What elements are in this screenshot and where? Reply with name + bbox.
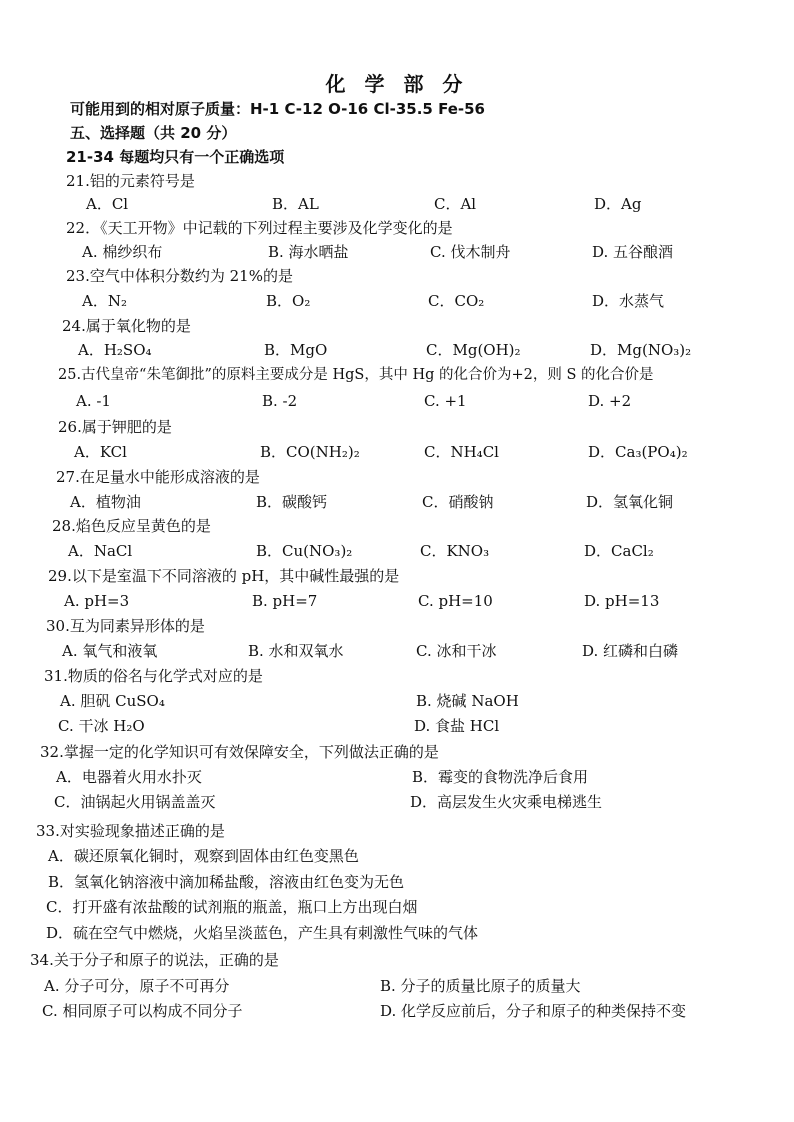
option-b: B. 分子的质量比原子的质量大: [380, 977, 581, 995]
section-subheading: 21-34 每题均只有一个正确选项: [66, 148, 285, 166]
option-c: C．Mg(OH)₂: [426, 341, 521, 359]
option-a: A. pH=3: [64, 592, 130, 610]
option-c: C．Al: [434, 195, 477, 213]
question-stem: 30.互为同素异形体的是: [46, 617, 205, 635]
option-d: D. pH=13: [584, 592, 660, 610]
option-c: C．KNO₃: [420, 542, 490, 560]
option-c: C. 相同原子可以构成不同分子: [42, 1002, 243, 1020]
option-a: A．H₂SO₄: [78, 341, 152, 359]
option-b: B．CO(NH₂)₂: [260, 443, 360, 461]
option-d: D．水蒸气: [592, 292, 665, 310]
option-a: A. 分子可分，原子不可再分: [44, 977, 230, 995]
option-a: A. 氧气和液氧: [62, 642, 158, 660]
option-c: C. +1: [424, 392, 467, 410]
question-stem: 23.空气中体积分数约为 21%的是: [66, 267, 293, 285]
option-a: A. 棉纱织布: [82, 243, 163, 261]
question-stem: 34.关于分子和原子的说法，正确的是: [30, 951, 279, 969]
option-a: A．KCl: [74, 443, 127, 461]
option-d: D. +2: [588, 392, 632, 410]
question-stem: 32.掌握一定的化学知识可有效保障安全，下列做法正确的是: [40, 743, 439, 761]
option-a: A．N₂: [82, 292, 127, 310]
option-c: C．CO₂: [428, 292, 485, 310]
option-c: C. 冰和干冰: [416, 642, 497, 660]
option-b: B．碳酸钙: [256, 493, 328, 511]
question-stem: 22．《天工开物》中记载的下列过程主要涉及化学变化的是: [66, 219, 453, 237]
question-stem: 27.在足量水中能形成溶液的是: [56, 468, 260, 486]
option-a: A．电器着火用水扑灭: [56, 768, 202, 786]
question-stem: 26.属于钾肥的是: [58, 418, 172, 436]
option-b: B．霉变的食物洗净后食用: [412, 768, 589, 786]
question-stem: 33.对实验现象描述正确的是: [36, 822, 225, 840]
option-a: A. -1: [76, 392, 111, 410]
option-b: B. pH=7: [252, 592, 318, 610]
option-b: B．氢氧化钠溶液中滴加稀盐酸，溶液由红色变为无色: [48, 873, 405, 891]
option-a: A. 胆矾 CuSO₄: [60, 692, 165, 710]
option-a: A．碳还原氧化铜时，观察到固体由红色变黑色: [48, 847, 359, 865]
option-b: B．O₂: [266, 292, 311, 310]
atomic-masses-line: 可能用到的相对原子质量：H-1 C-12 O-16 Cl-35.5 Fe-56: [70, 100, 485, 118]
section-heading: 五、选择题（共 20 分）: [70, 124, 237, 142]
question-stem: 25.古代皇帝“朱笔御批”的原料主要成分是 HgS，其中 Hg 的化合价为+2，则 S 的化合价是: [58, 367, 654, 383]
option-a: A．NaCl: [68, 542, 133, 560]
option-d: D. 食盐 HCl: [414, 717, 500, 735]
option-d: D．Ag: [594, 195, 642, 213]
option-b: B．AL: [272, 195, 319, 213]
option-d: D. 红磷和白磷: [582, 642, 679, 660]
option-d: D．高层发生火灾乘电梯逃生: [410, 793, 603, 811]
option-c: C．硝酸钠: [422, 493, 494, 511]
option-a: A．Cl: [86, 195, 129, 213]
option-a: A．植物油: [70, 493, 141, 511]
option-c: C. 伐木制舟: [430, 243, 511, 261]
option-d: D．氢氧化铜: [586, 493, 674, 511]
option-c: C．NH₄Cl: [424, 443, 499, 461]
question-stem: 28.焰色反应呈黄色的是: [52, 517, 211, 535]
option-d: D．Ca₃(PO₄)₂: [588, 443, 688, 461]
option-c: C．打开盛有浓盐酸的试剂瓶的瓶盖，瓶口上方出现白烟: [46, 898, 418, 916]
option-b: B. -2: [262, 392, 298, 410]
option-c: C. pH=10: [418, 592, 493, 610]
option-d: D．硫在空气中燃烧，火焰呈淡蓝色，产生具有刺激性气味的气体: [46, 924, 479, 942]
option-b: B．MgO: [264, 341, 328, 359]
question-stem: 21.铝的元素符号是: [66, 172, 195, 190]
page-title: 化 学 部 分: [325, 72, 469, 96]
question-stem: 31.物质的俗名与化学式对应的是: [44, 667, 263, 685]
question-stem: 24.属于氧化物的是: [62, 317, 191, 335]
option-d: D. 五谷酿酒: [592, 243, 674, 261]
option-b: B．Cu(NO₃)₂: [256, 542, 353, 560]
option-d: D. 化学反应前后，分子和原子的种类保持不变: [380, 1002, 687, 1020]
question-stem: 29.以下是室温下不同溶液的 pH，其中碱性最强的是: [48, 567, 400, 585]
option-c: C．油锅起火用锅盖盖灭: [54, 793, 216, 811]
option-b: B. 水和双氧水: [248, 642, 344, 660]
option-c: C. 干冰 H₂O: [58, 717, 145, 735]
option-d: D．Mg(NO₃)₂: [590, 341, 692, 359]
option-b: B. 烧碱 NaOH: [416, 692, 519, 710]
option-b: B. 海水晒盐: [268, 243, 349, 261]
option-d: D．CaCl₂: [584, 542, 654, 560]
